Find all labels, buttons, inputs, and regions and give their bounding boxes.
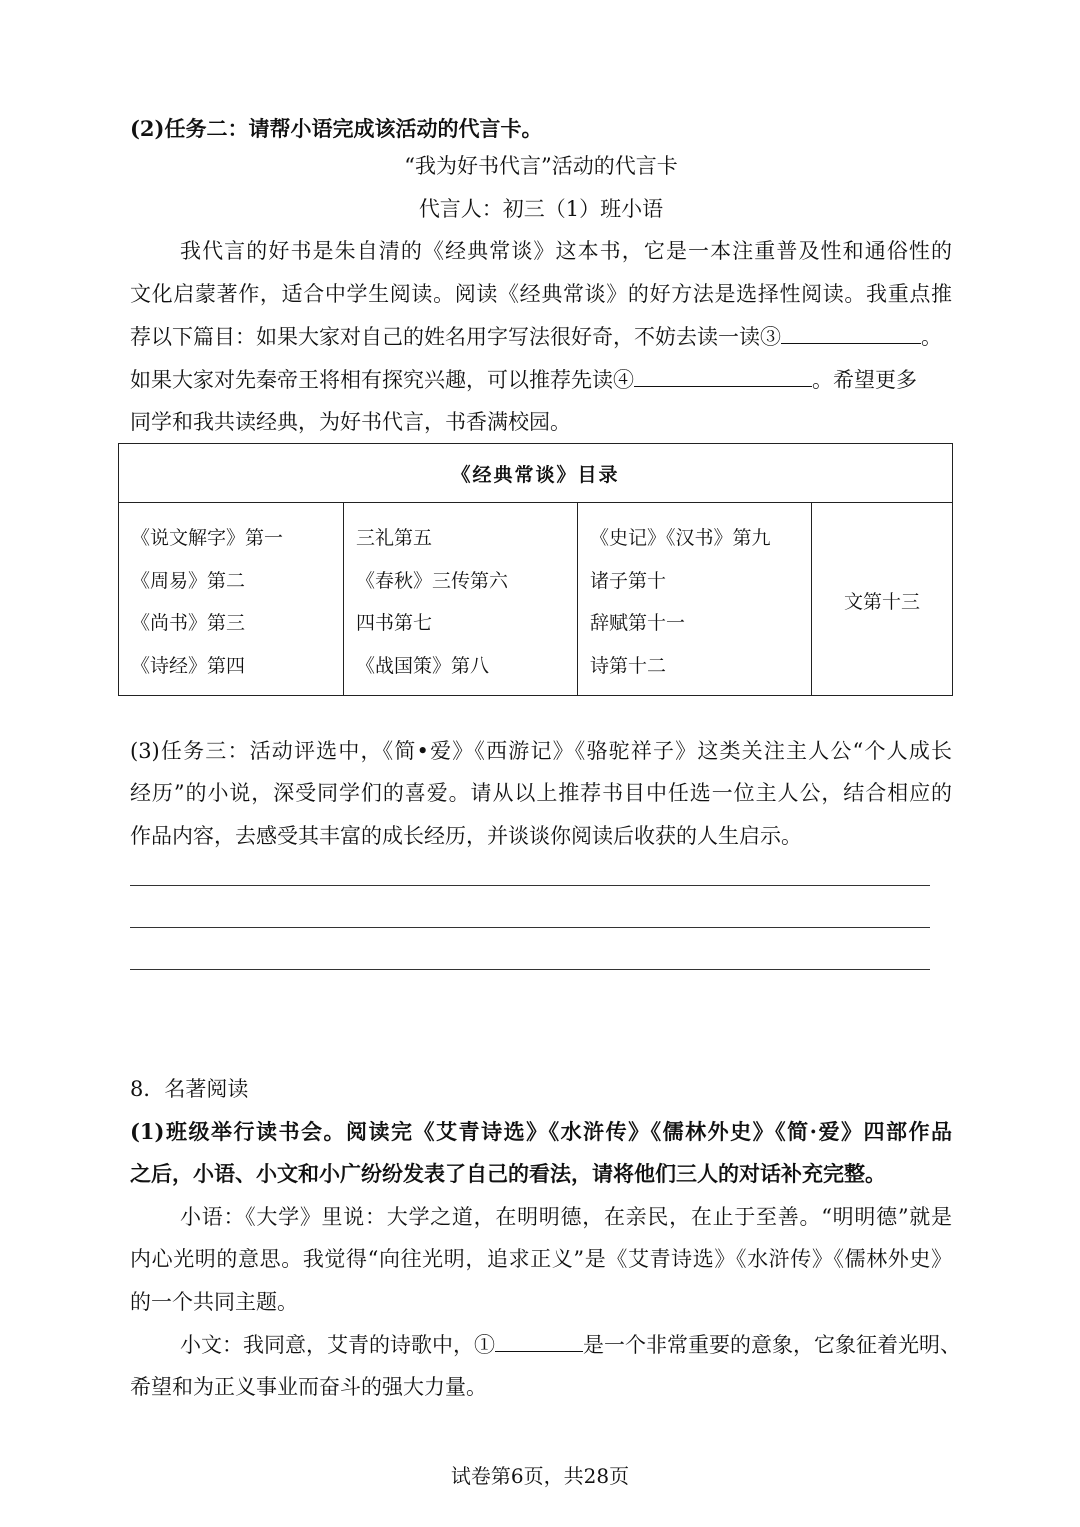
answer-line[interactable] — [130, 927, 930, 928]
table-cell: 《尚书》第三 — [131, 612, 246, 634]
task3-line: 经历”的小说，深受同学们的喜爱。请从以上推荐书目中任选一位主人公，结合相应的 — [130, 781, 952, 805]
table-cell: 《战国策》第八 — [356, 654, 490, 677]
table-cell: 《史记》《汉书》第九 — [590, 527, 771, 549]
card-text: 。 — [921, 325, 942, 349]
q8-heading: 8．名著阅读 — [130, 1077, 249, 1101]
xiaowen-text: 是一个非常重要的意象，它象征着光明、 — [583, 1333, 961, 1357]
xiaowen-text: 小文：我同意，艾青的诗歌中，① — [180, 1333, 495, 1357]
q8-part1-line: (1)班级举行读书会。阅读完《艾青诗选》《水浒传》《儒林外史》《简·爱》四部作品 — [130, 1119, 952, 1144]
table-cell: 《周易》第二 — [131, 569, 246, 592]
card-line: 同学和我共读经典，为好书代言，书香满校园。 — [130, 410, 571, 434]
card-title: “我为好书代言”活动的代言卡 — [404, 154, 678, 178]
table-cell: 三礼第五 — [356, 527, 433, 549]
page-footer: 试卷第6页，共28页 — [450, 1464, 630, 1488]
table-cell: 诗第十二 — [590, 654, 667, 677]
answer-line[interactable] — [130, 885, 930, 886]
xiaowen-line: 希望和为正义事业而奋斗的强大力量。 — [130, 1375, 487, 1399]
answer-blank-1[interactable] — [495, 1331, 583, 1352]
card-line: 文化启蒙著作，适合中学生阅读。阅读《经典常谈》的好方法是选择性阅读。我重点推 — [130, 282, 952, 306]
task3-line: (3)任务三：活动评选中，《简•爱》《西游记》《骆驼祥子》这类关注主人公“个人成长 — [130, 739, 952, 763]
answer-blank-3[interactable] — [781, 323, 921, 344]
answer-line[interactable] — [130, 969, 930, 970]
table-cell: 辞赋第十一 — [590, 612, 686, 634]
table-title: 《经典常谈》目录 — [119, 444, 953, 503]
table-column — [578, 503, 812, 696]
xiaoyu-line: 小语：《大学》里说：大学之道，在明明德，在亲民，在止于至善。“明明德”就是 — [180, 1205, 952, 1229]
card-spokesperson: 代言人：初三（1）班小语 — [418, 197, 664, 221]
table-cell: 《春秋》三传第六 — [356, 569, 509, 592]
card-line — [130, 365, 952, 395]
table-cell: 诸子第十 — [590, 569, 667, 592]
table-cell: 四书第七 — [356, 612, 433, 634]
answer-blank-4[interactable] — [634, 366, 812, 387]
card-line: 我代言的好书是朱自清的《经典常谈》这本书，它是一本注重普及性和通俗性的 — [180, 239, 952, 263]
task3-line: 作品内容，去感受其丰富的成长经历，并谈谈你阅读后收获的人生启示。 — [130, 824, 802, 848]
table-column — [119, 503, 344, 696]
xiaowen-line — [130, 1330, 961, 1360]
card-text: 。希望更多 — [812, 368, 917, 392]
card-line — [130, 322, 952, 352]
contents-table — [118, 443, 953, 696]
task2-heading: (2)任务二：请帮小语完成该活动的代言卡。 — [130, 116, 543, 141]
xiaoyu-line: 的一个共同主题。 — [130, 1290, 298, 1314]
xiaoyu-line: 内心光明的意思。我觉得“向往光明，追求正义”是《艾青诗选》《水浒传》《儒林外史》 — [130, 1247, 952, 1271]
table-cell: 《诗经》第四 — [131, 654, 246, 677]
table-column — [344, 503, 578, 696]
table-cell: 《说文解字》第一 — [131, 527, 284, 549]
card-text: 荐以下篇目：如果大家对自己的姓名用字写法很好奇，不妨去读一读③ — [130, 325, 781, 349]
table-cell: 文第十三 — [812, 503, 953, 696]
card-text: 如果大家对先秦帝王将相有探究兴趣，可以推荐先读④ — [130, 368, 634, 392]
q8-part1-line: 之后，小语、小文和小广纷纷发表了自己的看法，请将他们三人的对话补充完整。 — [130, 1161, 886, 1186]
